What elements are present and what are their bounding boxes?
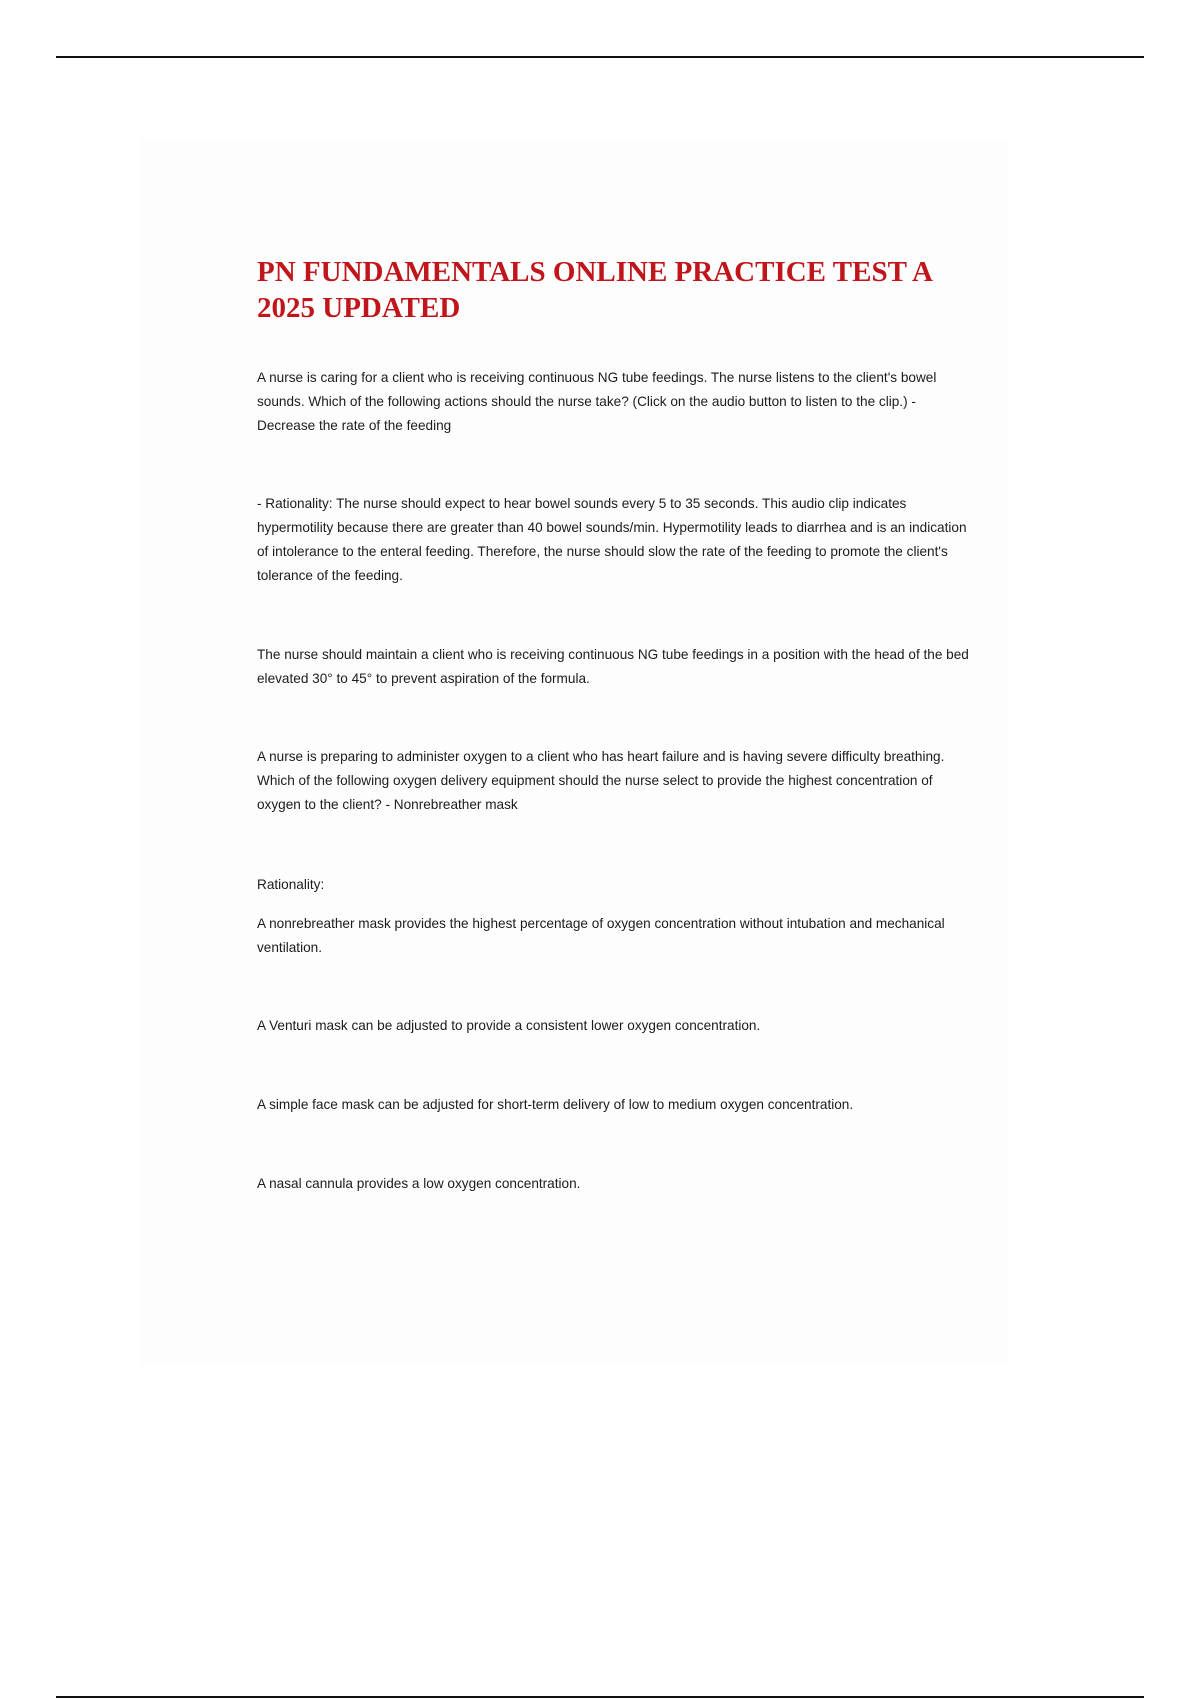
venturi-mask-note: A Venturi mask can be adjusted to provide a consistent lower oxygen concentration.	[257, 1018, 761, 1033]
question-2-paragraph: A nurse is preparing to administer oxygen to a client who has heart failure and is having severe difficulty breathing. Which of the following oxygen delivery equipment should the nurse select to provide the highest concentration of oxygen to the client? - Nonrebreather mask	[257, 749, 945, 812]
simple-face-mask-note: A simple face mask can be adjusted for short-term delivery of low to medium oxygen concentration.	[257, 1097, 854, 1112]
document-title: PN FUNDAMENTALS ONLINE PRACTICE TEST A 2025 UPDATED	[257, 256, 932, 324]
top-rule	[56, 56, 1144, 58]
rationale-heading: Rationality:	[257, 877, 325, 892]
nonrebreather-rationale: A nonrebreather mask provides the highest percentage of oxygen concentration without intubation and mechanical ventilation.	[257, 916, 945, 955]
question-1-paragraph: A nurse is caring for a client who is receiving continuous NG tube feedings. The nurse listens to the client's bowel sounds. Which of the following actions should the nurse take? (Click on the audio button to listen to the clip.) - Decrease the rate of the feeding	[257, 370, 937, 433]
question-1-rationale: - Rationality: The nurse should expect to hear bowel sounds every 5 to 35 seconds. This audio clip indicates hypermotility because there are greater than 40 bowel sounds/min. Hypermotility leads to diarrhea and is an indication of intolerance to the enteral feeding. Therefore, the nurse should slow the rate of the feeding to promote the client's tolerance of the feeding.	[257, 496, 967, 583]
ng-tube-positioning-note: The nurse should maintain a client who is receiving continuous NG tube feedings in a position with the head of the bed elevated 30° to 45° to prevent aspiration of the formula.	[257, 647, 969, 686]
nasal-cannula-note: A nasal cannula provides a low oxygen concentration.	[257, 1176, 581, 1191]
bottom-rule	[56, 1696, 1144, 1698]
